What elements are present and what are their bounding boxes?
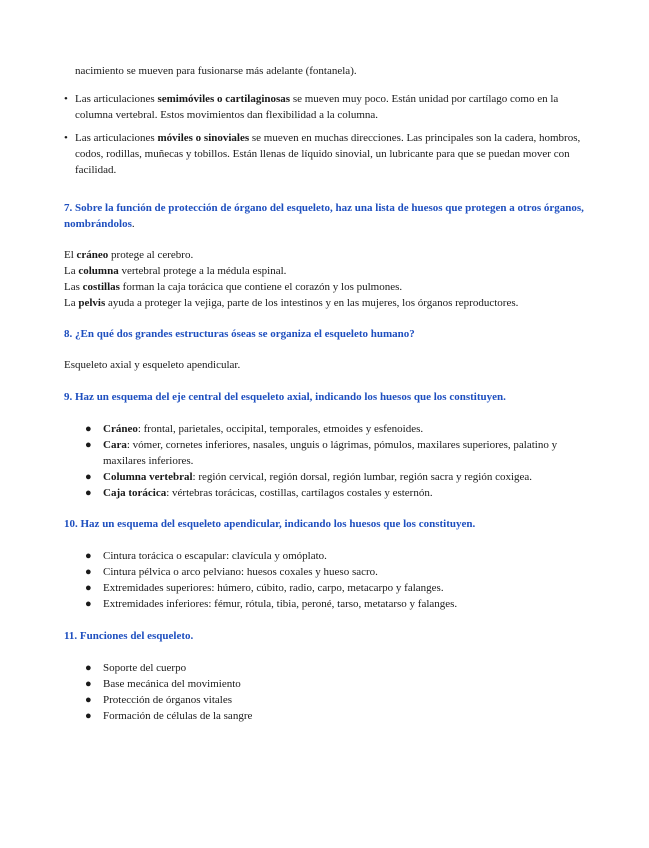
list-item: ● Extremidades superiores: húmero, cúbito, radio, carpo, metacarpo y falanges. bbox=[85, 582, 444, 594]
list-item: ● Protección de órganos vitales bbox=[85, 694, 233, 706]
joint-semimoviles: • Las articulaciones semimóviles o cartilaginosas se mueven muy poco. Están unidad por cartílago como en la columna vertebral. Estos movimientos dan flexibilidad a la columna. bbox=[64, 93, 559, 121]
question-11-title: 11. Funciones del esqueleto. bbox=[64, 630, 194, 642]
answer-line-costillas: Las costillas forman la caja torácica que contiene el corazón y los pulmones. bbox=[64, 281, 403, 293]
list-item: ● Formación de células de la sangre bbox=[85, 710, 253, 722]
bullet: • bbox=[64, 93, 68, 105]
question-8-answer: Esqueleto axial y esqueleto apendicular. bbox=[64, 359, 241, 371]
answer-line-columna: La columna vertebral protege a la médula espinal. bbox=[64, 265, 287, 277]
question-9-list bbox=[85, 421, 585, 501]
question-11-list bbox=[85, 660, 585, 724]
list-item: ● Soporte del cuerpo bbox=[85, 662, 187, 674]
list-item: ● Cintura torácica o escapular: clavícula y omóplato. bbox=[85, 550, 327, 562]
question-7-answer bbox=[64, 247, 584, 311]
question-7-title: 7. Sobre la función de protección de órgano del esqueleto, haz una lista de huesos que protegen a otros órganos, nombrándolos. bbox=[64, 202, 584, 230]
answer-line-craneo: El cráneo protege al cerebro. bbox=[64, 249, 194, 261]
intro-tail: nacimiento se mueven para fusionarse más adelante (fontanela). bbox=[75, 65, 357, 77]
joint-moviles: • Las articulaciones móviles o sinoviales se mueven en muchas direcciones. Las principales son la cadera, hombros, codos, rodillas, muñecas y tobillos. Están llenas de líquido sinovial, un lubricante para que se puedan mover con facilidad. bbox=[64, 132, 581, 176]
bullet: • bbox=[64, 132, 68, 144]
list-item: ● Cráneo: frontal, parietales, occipital, temporales, etmoides y esfenoides. bbox=[85, 423, 424, 435]
answer-line-pelvis: La pelvis ayuda a proteger la vejiga, parte de los intestinos y en las mujeres, los órganos reproductores. bbox=[64, 297, 519, 309]
list-item: ● Columna vertebral: región cervical, región dorsal, región lumbar, región sacra y región coxigea. bbox=[85, 471, 533, 483]
question-10-title: 10. Haz un esquema del esqueleto apendicular, indicando los huesos que los constituyen. bbox=[64, 518, 476, 530]
question-8-title: 8. ¿En qué dos grandes estructuras óseas se organiza el esqueleto humano? bbox=[64, 328, 415, 340]
list-item: ● Caja torácica: vértebras torácicas, costillas, cartílagos costales y esternón. bbox=[85, 487, 433, 499]
list-item: ● Cintura pélvica o arco pelviano: huesos coxales y hueso sacro. bbox=[85, 566, 378, 578]
question-9-title: 9. Haz un esquema del eje central del esqueleto axial, indicando los huesos que los constituyen. bbox=[64, 391, 506, 403]
list-item: ● Extremidades inferiores: fémur, rótula, tibia, peroné, tarso, metatarso y falanges. bbox=[85, 598, 458, 610]
question-10-list bbox=[85, 548, 585, 612]
list-item: ● Cara: vómer, cornetes inferiores, nasales, unguis o lágrimas, pómulos, maxilares superiores, palatino y maxilares inferiores. bbox=[85, 439, 558, 467]
list-item: ● Base mecánica del movimiento bbox=[85, 678, 241, 690]
